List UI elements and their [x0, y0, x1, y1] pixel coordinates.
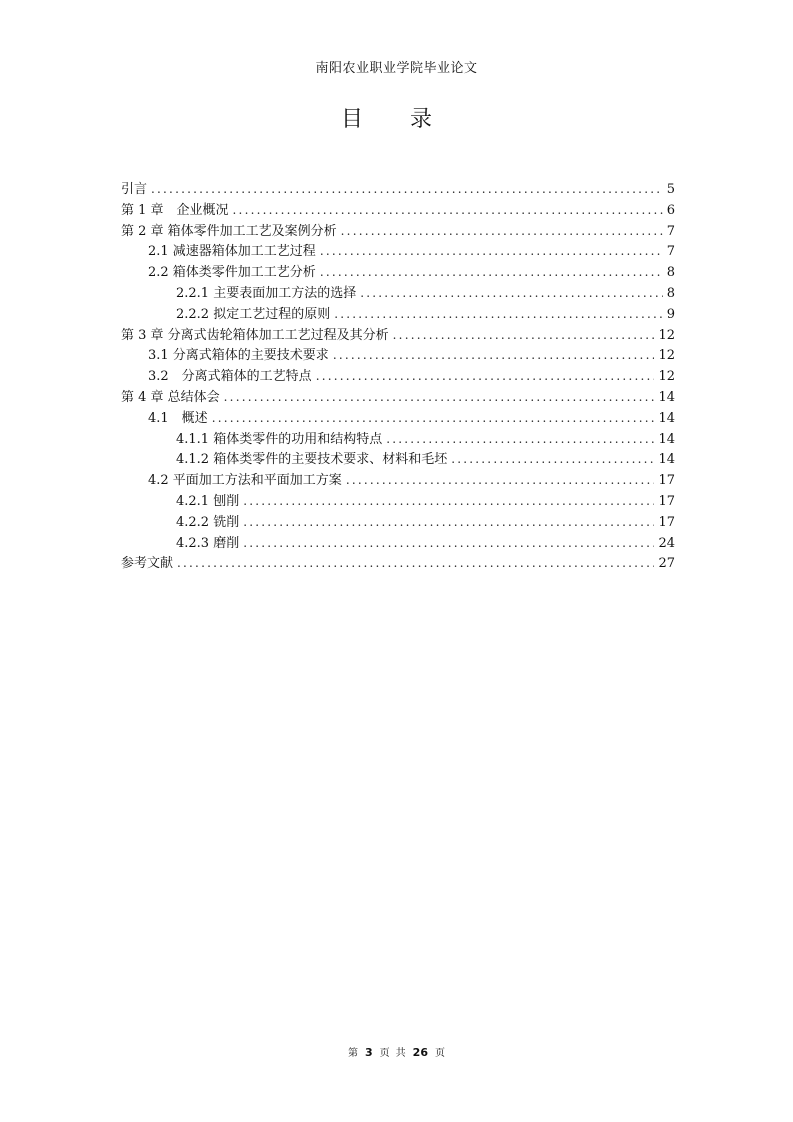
toc-leader-dots: [243, 533, 654, 554]
toc-entry-page: 24: [658, 535, 675, 551]
toc-entry-page: 12: [658, 327, 675, 343]
toc-entry-page: 7: [666, 244, 675, 260]
toc-leader-dots: [316, 366, 655, 387]
toc-entry-page: 17: [658, 514, 675, 530]
toc-entry[interactable]: [121, 366, 675, 387]
toc-entry-label: 参考文献: [121, 556, 174, 572]
toc-entry[interactable]: [121, 325, 675, 346]
toc-leader-dots: [346, 470, 655, 491]
toc-entry-page: 17: [658, 493, 675, 509]
toc-leader-dots: [177, 553, 654, 574]
footer-prefix: 第: [348, 1048, 359, 1059]
toc-entry[interactable]: [121, 241, 675, 262]
toc-leader-dots: [151, 179, 663, 200]
toc-entry[interactable]: [121, 449, 675, 470]
toc-entry-label: 第 4 章 总结体会: [121, 389, 220, 405]
toc-entry-label: 4.1.1 箱体类零件的功用和结构特点: [176, 431, 383, 447]
toc-entry-label: 2.2.2 拟定工艺过程的原则: [176, 306, 331, 322]
table-of-contents: [121, 179, 675, 574]
toc-entry-label: 2.2 箱体类零件加工工艺分析: [148, 265, 316, 281]
toc-leader-dots: [212, 408, 655, 429]
toc-entry-page: 14: [658, 452, 675, 468]
toc-entry[interactable]: [121, 304, 675, 325]
toc-leader-dots: [360, 283, 663, 304]
toc-entry[interactable]: [121, 533, 675, 554]
toc-entry-page: 17: [658, 473, 675, 489]
page-title: 目 录: [341, 107, 452, 132]
toc-entry[interactable]: [121, 221, 675, 242]
footer-current-page: 3: [365, 1046, 373, 1059]
toc-entry-label: 3.1 分离式箱体的主要技术要求: [148, 348, 329, 364]
running-header: 南阳农业职业学院毕业论文: [315, 61, 478, 76]
toc-entry[interactable]: [121, 553, 675, 574]
toc-entry-label: 第 2 章 箱体零件加工工艺及案例分析: [121, 223, 337, 239]
toc-entry[interactable]: [121, 470, 675, 491]
footer-total-word: 共: [395, 1048, 406, 1059]
toc-entry-label: 4.2.1 刨削: [176, 493, 240, 509]
toc-leader-dots: [341, 221, 663, 242]
toc-entry[interactable]: [121, 408, 675, 429]
toc-entry-page: 8: [666, 285, 675, 301]
toc-leader-dots: [233, 200, 663, 221]
toc-leader-dots: [320, 262, 663, 283]
toc-entry-page: 9: [666, 306, 675, 322]
toc-entry[interactable]: [121, 179, 675, 200]
toc-leader-dots: [243, 491, 654, 512]
toc-entry-page: 27: [658, 556, 675, 572]
toc-leader-dots: [320, 241, 663, 262]
toc-leader-dots: [333, 345, 655, 366]
toc-entry-label: 4.2.3 磨削: [176, 535, 240, 551]
toc-entry-page: 7: [666, 223, 675, 239]
toc-entry-label: 引言: [121, 182, 148, 197]
toc-entry-page: 14: [658, 389, 675, 405]
toc-entry-page: 5: [666, 182, 675, 197]
toc-leader-dots: [386, 429, 654, 450]
toc-entry-page: 6: [666, 202, 675, 218]
toc-entry-label: 3.2 分离式箱体的工艺特点: [148, 369, 312, 385]
toc-leader-dots: [334, 304, 663, 325]
toc-entry[interactable]: [121, 200, 675, 221]
toc-entry-page: 14: [658, 431, 675, 447]
footer-total-pages: 26: [412, 1046, 428, 1059]
toc-entry[interactable]: [121, 429, 675, 450]
footer-suffix: 页: [434, 1048, 445, 1059]
toc-entry-page: 12: [658, 369, 675, 385]
toc-entry-label: 4.2.2 铣削: [176, 514, 240, 530]
toc-leader-dots: [451, 449, 654, 470]
toc-entry-label: 2.2.1 主要表面加工方法的选择: [176, 285, 357, 301]
toc-entry[interactable]: [121, 345, 675, 366]
toc-leader-dots: [243, 512, 654, 533]
toc-leader-dots: [224, 387, 655, 408]
toc-entry-page: 14: [658, 410, 675, 426]
toc-entry-label: 4.2 平面加工方法和平面加工方案: [148, 473, 342, 489]
toc-entry[interactable]: [121, 512, 675, 533]
toc-entry-label: 2.1 减速器箱体加工工艺过程: [148, 244, 316, 260]
footer-page-word: 页: [379, 1048, 390, 1059]
toc-entry-label: 4.1.2 箱体类零件的主要技术要求、材料和毛坯: [176, 452, 448, 468]
toc-entry[interactable]: [121, 283, 675, 304]
toc-entry[interactable]: [121, 262, 675, 283]
toc-entry[interactable]: [121, 387, 675, 408]
page-footer: [0, 1044, 793, 1059]
toc-entry-label: 4.1 概述: [148, 410, 208, 426]
toc-leader-dots: [393, 325, 655, 346]
toc-entry[interactable]: [121, 491, 675, 512]
toc-entry-page: 8: [666, 265, 675, 281]
toc-entry-label: 第 1 章 企业概况: [121, 202, 229, 218]
toc-entry-label: 第 3 章 分离式齿轮箱体加工工艺过程及其分析: [121, 327, 389, 343]
toc-entry-page: 12: [658, 348, 675, 364]
